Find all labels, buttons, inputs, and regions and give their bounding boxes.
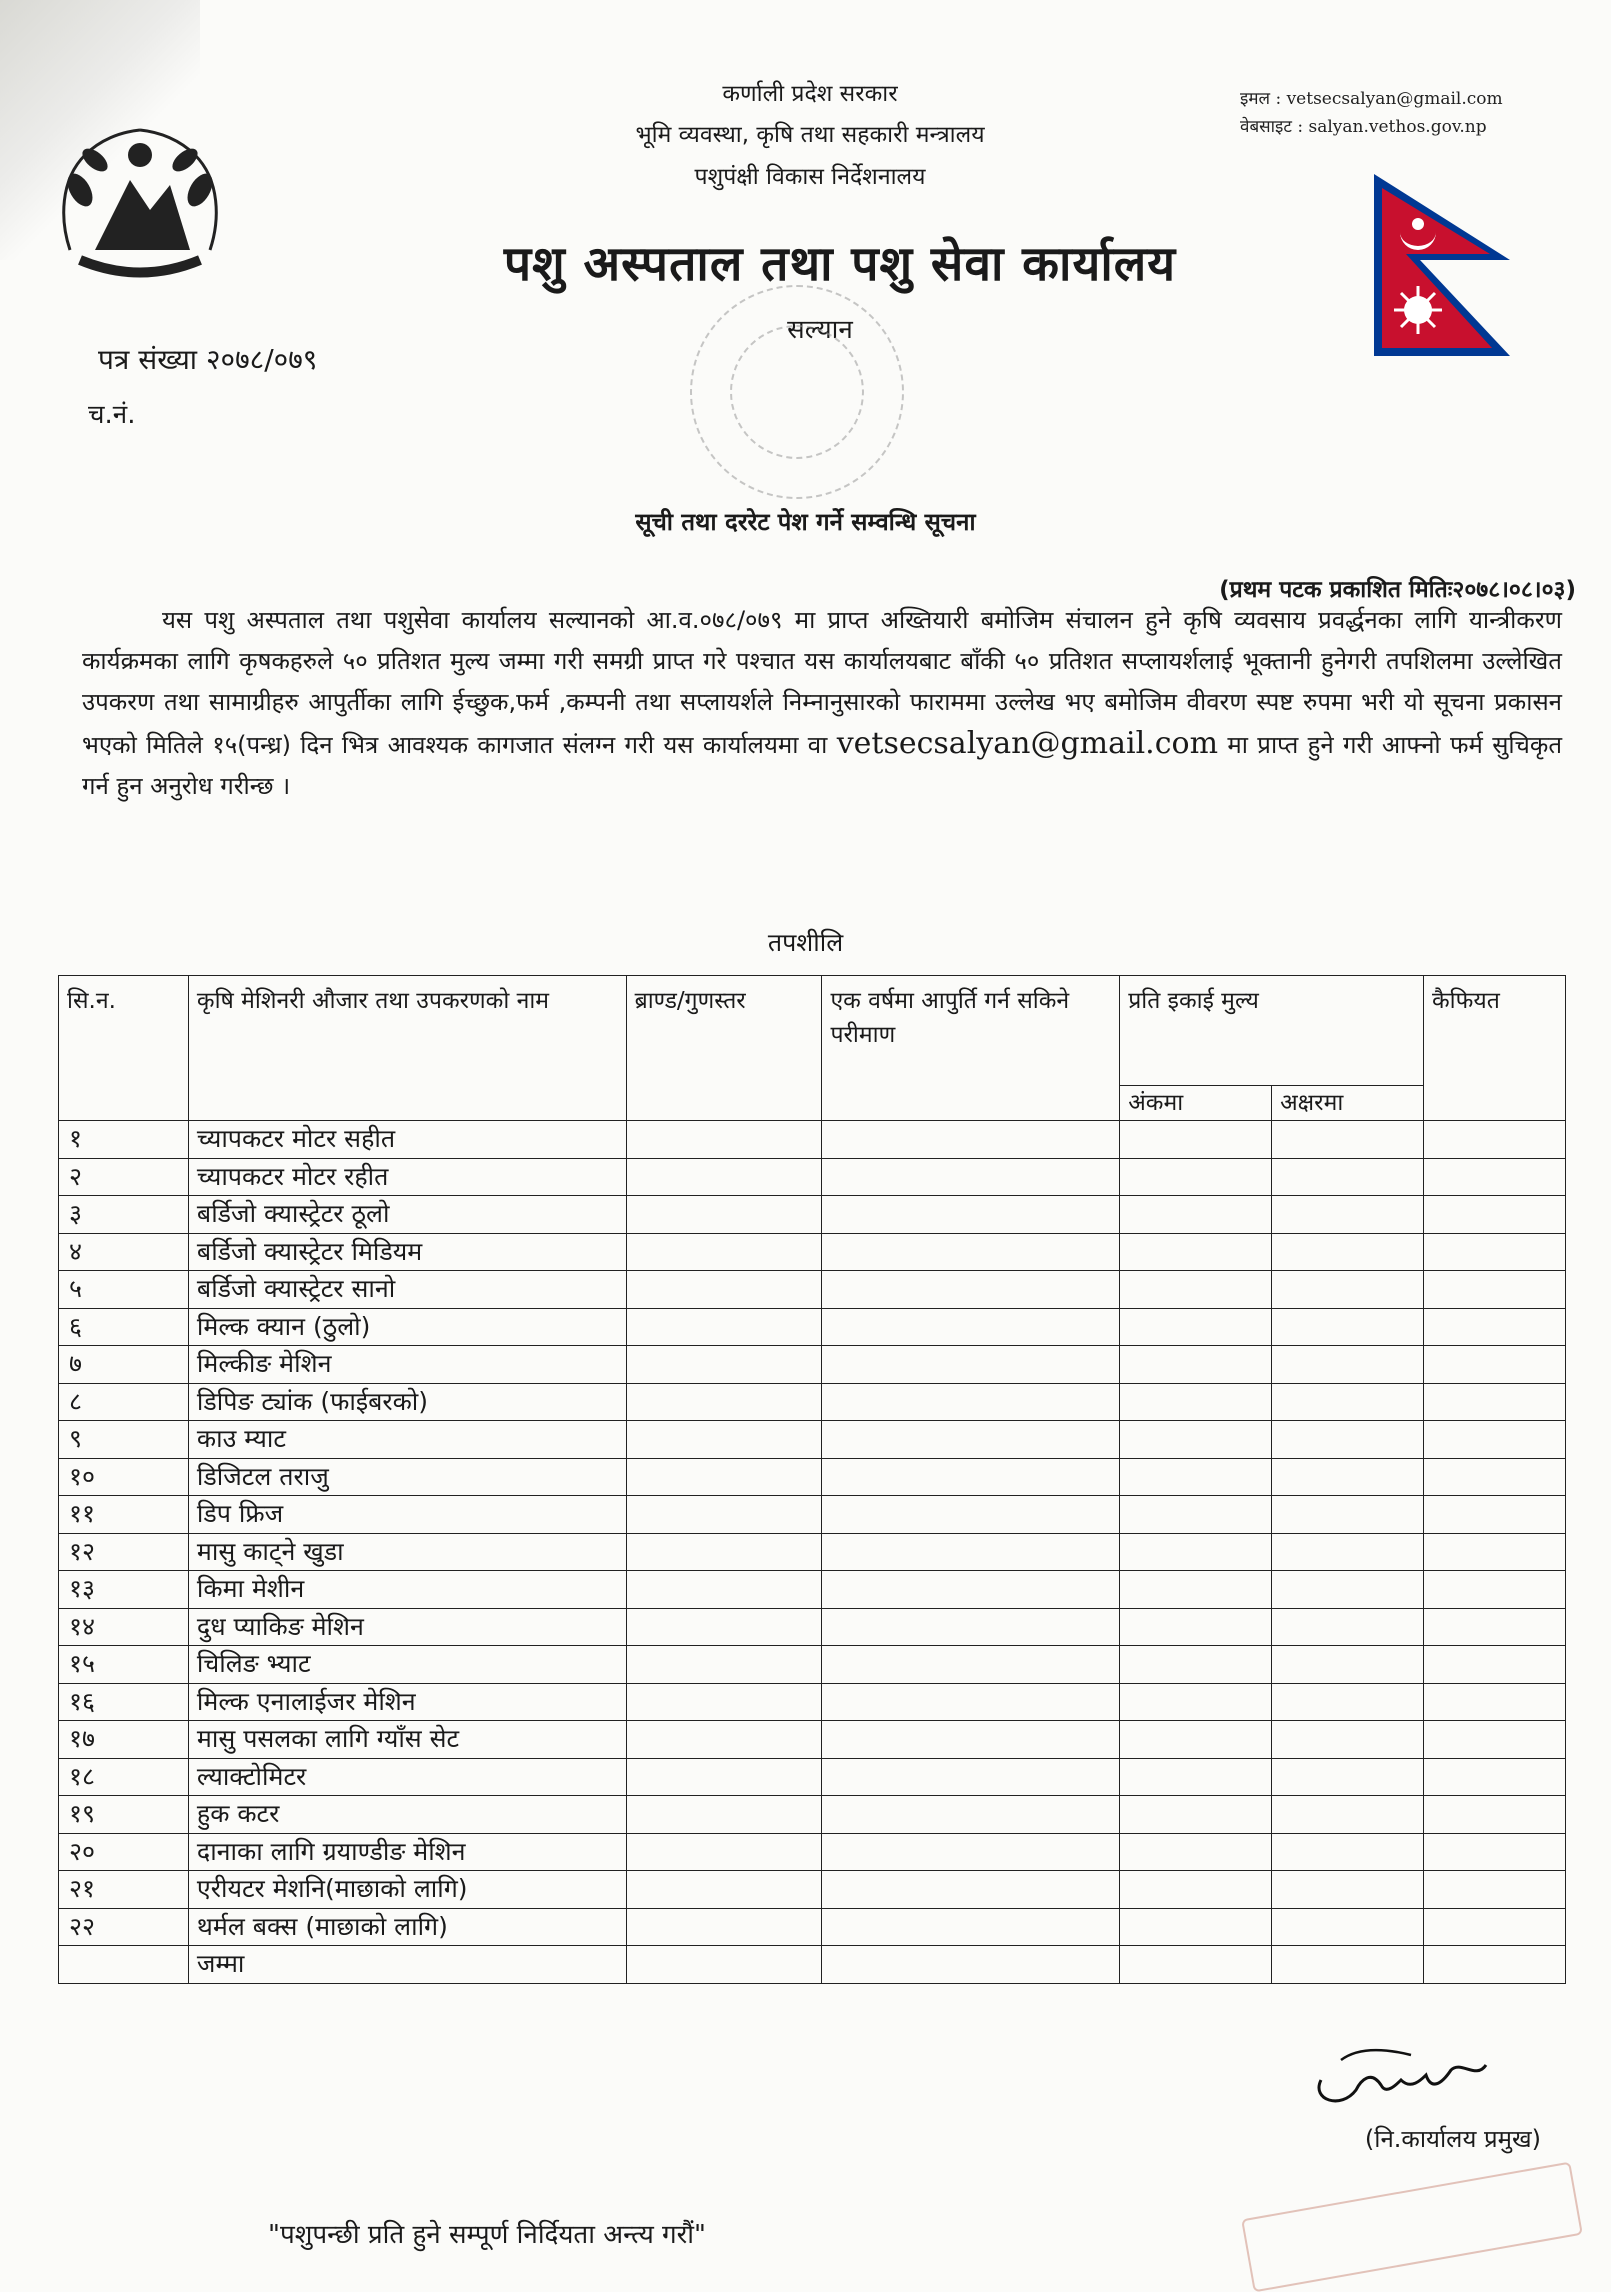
row-serial-number: ७: [59, 1346, 189, 1384]
quantity-cell: [822, 1683, 1120, 1721]
price-figures-cell: [1120, 1571, 1272, 1609]
row-serial-number: १: [59, 1121, 189, 1159]
row-equipment-name: एरीयटर मेशनि(माछाको लागि): [188, 1871, 626, 1909]
brand-cell: [626, 1871, 822, 1909]
price-figures-cell: [1120, 1533, 1272, 1571]
price-words-cell: [1272, 1683, 1424, 1721]
publication-date: (प्रथम पटक प्रकाशित मितिः२०७८।०८।०३): [1219, 577, 1576, 603]
table-row: [59, 1346, 1566, 1384]
brand-cell: [626, 1833, 822, 1871]
remarks-cell: [1424, 1458, 1566, 1496]
table-row: [59, 1646, 1566, 1684]
remarks-cell: [1424, 1496, 1566, 1534]
remarks-cell: [1424, 1721, 1566, 1759]
footer-quote: "पशुपन्छी प्रति हुने सम्पूर्ण निर्दियता अन्त्य गरौं": [268, 2220, 707, 2250]
brand-cell: [626, 1646, 822, 1684]
row-serial-number: ६: [59, 1308, 189, 1346]
price-words-cell: [1272, 1533, 1424, 1571]
notice-body-text-1: यस पशु अस्पताल तथा पशुसेवा कार्यालय सल्यानको आ.व.०७८/०७९ मा प्राप्त अख्तियारी बमोजिम संचालन हुने कृषि व्यवसाय प्रवर्द्धनका लागि यान्त्रीकरण कार्यक्रमका लागि कृषकहरुले ५० प्रतिशत मुल्य जम्मा गरी समग्री प्राप्त गरे पश्चात यस कार्यालयबाट बाँकी ५० प्रतिशत सप्लायर्शलाई भूक्तानी हुनेगरी तपशिलमा उल्लेखित उपकरण तथा सामाग्रीहरु आपुर्तीका लागि ईच्छुक,फर्म ,कम्पनी तथा सप्लायर्शले निम्नानुसारको फाराममा उल्लेख भए बमोजिम वीवरण स्पष्ट रुपमा भरी यो सूचना प्रकासन भएको मितिले १५(पन्ध्र) दिन भित्र आवश्यक कागजात संलग्न गरी यस कार्यालयमा वा: [82, 606, 1562, 759]
brand-cell: [626, 1346, 822, 1384]
row-serial-number: २१: [59, 1871, 189, 1909]
row-serial-number: २२: [59, 1908, 189, 1946]
notice-subject: सूची तथा दररेट पेश गर्ने सम्वन्धि सूचना: [635, 508, 976, 536]
brand-cell: [626, 1571, 822, 1609]
quantity-cell: [822, 1796, 1120, 1834]
brand-cell: [626, 1158, 822, 1196]
price-words-cell: [1272, 1796, 1424, 1834]
table-row: [59, 1758, 1566, 1796]
table-row: [59, 1533, 1566, 1571]
price-words-cell: [1272, 1383, 1424, 1421]
quantity-cell: [822, 1271, 1120, 1309]
price-words-cell: [1272, 1908, 1424, 1946]
quantity-cell: [822, 1308, 1120, 1346]
nepal-emblem-logo: [40, 100, 240, 300]
table-heading: तपशीलि: [767, 928, 844, 957]
quantity-cell: [822, 1646, 1120, 1684]
quantity-cell: [822, 1158, 1120, 1196]
signature-block: [1241, 2040, 1541, 2160]
quantity-cell: [822, 1608, 1120, 1646]
row-serial-number: १९: [59, 1796, 189, 1834]
office-title: पशु अस्पताल तथा पशु सेवा कार्यालय: [503, 236, 1177, 292]
price-words-cell: [1272, 1608, 1424, 1646]
table-row: [59, 1833, 1566, 1871]
quantity-cell: [822, 1421, 1120, 1459]
price-figures-cell: [1120, 1796, 1272, 1834]
brand-cell: [626, 1908, 822, 1946]
remarks-cell: [1424, 1796, 1566, 1834]
row-serial-number: २: [59, 1158, 189, 1196]
office-seal-inner: [730, 325, 864, 459]
price-figures-cell: [1120, 1946, 1272, 1984]
row-equipment-name: जम्मा: [188, 1946, 626, 1984]
row-equipment-name: च्यापकटर मोटर सहीत: [188, 1121, 626, 1159]
brand-cell: [626, 1421, 822, 1459]
table-row: [59, 1121, 1566, 1159]
quantity-cell: [822, 1908, 1120, 1946]
equipment-table: [58, 975, 1566, 1984]
price-figures-cell: [1120, 1421, 1272, 1459]
notice-body: [82, 600, 1562, 807]
row-equipment-name: ल्याक्टोमिटर: [188, 1758, 626, 1796]
row-serial-number: ४: [59, 1233, 189, 1271]
contact-website: वेबसाइट : salyan.vethos.gov.np: [1240, 117, 1487, 137]
table-row: [59, 1721, 1566, 1759]
table-row: [59, 1458, 1566, 1496]
row-equipment-name: काउ म्याट: [188, 1421, 626, 1459]
quantity-cell: [822, 1196, 1120, 1234]
row-equipment-name: मासु पसलका लागि ग्याँस सेट: [188, 1721, 626, 1759]
row-equipment-name: दुध प्याकिङ मेशिन: [188, 1608, 626, 1646]
column-header-name: कृषि मेशिनरी औजार तथा उपकरणको नाम: [188, 976, 626, 1121]
table-row: [59, 1421, 1566, 1459]
remarks-cell: [1424, 1608, 1566, 1646]
row-equipment-name: किमा मेशीन: [188, 1571, 626, 1609]
column-header-sn: सि.न.: [59, 976, 189, 1121]
brand-cell: [626, 1608, 822, 1646]
quantity-cell: [822, 1533, 1120, 1571]
price-words-cell: [1272, 1496, 1424, 1534]
remarks-cell: [1424, 1871, 1566, 1909]
row-equipment-name: बर्डिजो क्यास्ट्रेटर मिडियम: [188, 1233, 626, 1271]
row-serial-number: [59, 1946, 189, 1984]
remarks-cell: [1424, 1158, 1566, 1196]
row-equipment-name: बर्डिजो क्यास्ट्रेटर ठूलो: [188, 1196, 626, 1234]
price-figures-cell: [1120, 1496, 1272, 1534]
table-row: [59, 1158, 1566, 1196]
row-equipment-name: डिप फ्रिज: [188, 1496, 626, 1534]
table-row: [59, 1683, 1566, 1721]
quantity-cell: [822, 1758, 1120, 1796]
price-words-cell: [1272, 1571, 1424, 1609]
row-serial-number: १८: [59, 1758, 189, 1796]
price-words-cell: [1272, 1458, 1424, 1496]
brand-cell: [626, 1233, 822, 1271]
table-row: [59, 1496, 1566, 1534]
remarks-cell: [1424, 1383, 1566, 1421]
quantity-cell: [822, 1121, 1120, 1159]
remarks-cell: [1424, 1571, 1566, 1609]
row-equipment-name: च्यापकटर मोटर रहीत: [188, 1158, 626, 1196]
quantity-cell: [822, 1833, 1120, 1871]
price-figures-cell: [1120, 1158, 1272, 1196]
row-serial-number: १३: [59, 1571, 189, 1609]
price-figures-cell: [1120, 1908, 1272, 1946]
price-figures-cell: [1120, 1646, 1272, 1684]
header-ministry: भूमि व्यवस्था, कृषि तथा सहकारी मन्त्रालय: [635, 122, 985, 148]
brand-cell: [626, 1308, 822, 1346]
table-row: [59, 1383, 1566, 1421]
price-words-cell: [1272, 1871, 1424, 1909]
brand-cell: [626, 1121, 822, 1159]
row-equipment-name: मिल्कीङ मेशिन: [188, 1346, 626, 1384]
table-row: [59, 1908, 1566, 1946]
price-words-cell: [1272, 1646, 1424, 1684]
price-words-cell: [1272, 1233, 1424, 1271]
price-words-cell: [1272, 1758, 1424, 1796]
price-figures-cell: [1120, 1196, 1272, 1234]
table-row: [59, 1946, 1566, 1984]
price-words-cell: [1272, 1833, 1424, 1871]
remarks-cell: [1424, 1421, 1566, 1459]
table-row: [59, 1871, 1566, 1909]
brand-cell: [626, 1683, 822, 1721]
row-serial-number: ३: [59, 1196, 189, 1234]
quantity-cell: [822, 1233, 1120, 1271]
handwritten-signature: [1301, 2040, 1501, 2120]
row-serial-number: १६: [59, 1683, 189, 1721]
row-serial-number: १४: [59, 1608, 189, 1646]
table-row: [59, 1796, 1566, 1834]
nepal-flag-icon: [1370, 170, 1520, 360]
column-header-unit-price: प्रति इकाई मुल्य: [1120, 976, 1424, 1086]
row-serial-number: १७: [59, 1721, 189, 1759]
price-figures-cell: [1120, 1233, 1272, 1271]
table-body: [59, 1121, 1566, 1984]
column-header-brand: ब्राण्ड/गुणस्तर: [626, 976, 822, 1121]
price-words-cell: [1272, 1308, 1424, 1346]
quantity-cell: [822, 1458, 1120, 1496]
column-header-remarks: कैफियत: [1424, 976, 1566, 1121]
table-row: [59, 1233, 1566, 1271]
price-figures-cell: [1120, 1346, 1272, 1384]
remarks-cell: [1424, 1196, 1566, 1234]
price-figures-cell: [1120, 1758, 1272, 1796]
row-equipment-name: मासु काट्ने खुडा: [188, 1533, 626, 1571]
row-equipment-name: थर्मल बक्स (माछाको लागि): [188, 1908, 626, 1946]
price-words-cell: [1272, 1158, 1424, 1196]
remarks-cell: [1424, 1758, 1566, 1796]
remarks-cell: [1424, 1233, 1566, 1271]
remarks-cell: [1424, 1308, 1566, 1346]
price-figures-cell: [1120, 1721, 1272, 1759]
remarks-cell: [1424, 1533, 1566, 1571]
row-serial-number: ९: [59, 1421, 189, 1459]
price-words-cell: [1272, 1196, 1424, 1234]
table-row: [59, 1571, 1566, 1609]
remarks-cell: [1424, 1908, 1566, 1946]
price-figures-cell: [1120, 1308, 1272, 1346]
header-government: कर्णाली प्रदेश सरकार: [722, 81, 898, 107]
row-equipment-name: डिपिङ ट्यांक (फाईबरको): [188, 1383, 626, 1421]
dispatch-number: च.नं.: [88, 400, 136, 430]
quantity-cell: [822, 1383, 1120, 1421]
remarks-cell: [1424, 1346, 1566, 1384]
price-figures-cell: [1120, 1458, 1272, 1496]
quantity-cell: [822, 1496, 1120, 1534]
row-equipment-name: हुक कटर: [188, 1796, 626, 1834]
row-equipment-name: मिल्क क्यान (ठुलो): [188, 1308, 626, 1346]
row-equipment-name: चिलिङ भ्याट: [188, 1646, 626, 1684]
price-figures-cell: [1120, 1683, 1272, 1721]
column-header-quantity: एक वर्षमा आपुर्ति गर्न सकिने परीमाण: [822, 976, 1120, 1121]
notice-body-email: vetsecsalyan@gmail.com: [836, 726, 1219, 761]
quantity-cell: [822, 1571, 1120, 1609]
row-serial-number: ११: [59, 1496, 189, 1534]
table-row: [59, 1196, 1566, 1234]
brand-cell: [626, 1946, 822, 1984]
notice-body-text-2: मा प्राप्त हुने गरी आफ्नो फर्म सुचिकृत गर्न हुन अनुरोध गरीन्छ ।: [82, 731, 1562, 800]
remarks-cell: [1424, 1683, 1566, 1721]
remarks-cell: [1424, 1271, 1566, 1309]
contact-email: इमल : vetsecsalyan@gmail.com: [1240, 89, 1503, 109]
row-serial-number: १२: [59, 1533, 189, 1571]
row-equipment-name: दानाका लागि ग्रयाण्डीङ मेशिन: [188, 1833, 626, 1871]
quantity-cell: [822, 1346, 1120, 1384]
row-equipment-name: मिल्क एनालाईजर मेशिन: [188, 1683, 626, 1721]
approval-stamp: [1241, 2162, 1583, 2292]
signatory-designation: (नि.कार्यालय प्रमुख): [1364, 2125, 1541, 2153]
row-serial-number: १०: [59, 1458, 189, 1496]
remarks-cell: [1424, 1121, 1566, 1159]
quantity-cell: [822, 1871, 1120, 1909]
row-serial-number: २०: [59, 1833, 189, 1871]
price-figures-cell: [1120, 1121, 1272, 1159]
office-district: सल्यान: [787, 315, 853, 345]
price-figures-cell: [1120, 1833, 1272, 1871]
brand-cell: [626, 1383, 822, 1421]
table-row: [59, 1308, 1566, 1346]
price-words-cell: [1272, 1421, 1424, 1459]
quantity-cell: [822, 1721, 1120, 1759]
row-serial-number: ५: [59, 1271, 189, 1309]
brand-cell: [626, 1196, 822, 1234]
remarks-cell: [1424, 1646, 1566, 1684]
price-words-cell: [1272, 1346, 1424, 1384]
table-row: [59, 1271, 1566, 1309]
brand-cell: [626, 1721, 822, 1759]
price-figures-cell: [1120, 1383, 1272, 1421]
row-serial-number: १५: [59, 1646, 189, 1684]
brand-cell: [626, 1458, 822, 1496]
remarks-cell: [1424, 1946, 1566, 1984]
brand-cell: [626, 1271, 822, 1309]
price-words-cell: [1272, 1121, 1424, 1159]
header-directorate: पशुपंक्षी विकास निर्देशनालय: [694, 164, 926, 190]
price-figures-cell: [1120, 1271, 1272, 1309]
price-words-cell: [1272, 1271, 1424, 1309]
row-serial-number: ८: [59, 1383, 189, 1421]
row-equipment-name: डिजिटल तराजु: [188, 1458, 626, 1496]
price-figures-cell: [1120, 1608, 1272, 1646]
brand-cell: [626, 1758, 822, 1796]
brand-cell: [626, 1533, 822, 1571]
price-words-cell: [1272, 1946, 1424, 1984]
quantity-cell: [822, 1946, 1120, 1984]
price-figures-cell: [1120, 1871, 1272, 1909]
table-row: [59, 1608, 1566, 1646]
price-words-cell: [1272, 1721, 1424, 1759]
remarks-cell: [1424, 1833, 1566, 1871]
column-header-price-figures: अंकमा: [1120, 1086, 1272, 1121]
brand-cell: [626, 1496, 822, 1534]
brand-cell: [626, 1796, 822, 1834]
row-equipment-name: बर्डिजो क्यास्ट्रेटर सानो: [188, 1271, 626, 1309]
column-header-price-words: अक्षरमा: [1272, 1086, 1424, 1121]
letter-reference-number: पत्र संख्या २०७८/०७९: [98, 343, 318, 376]
